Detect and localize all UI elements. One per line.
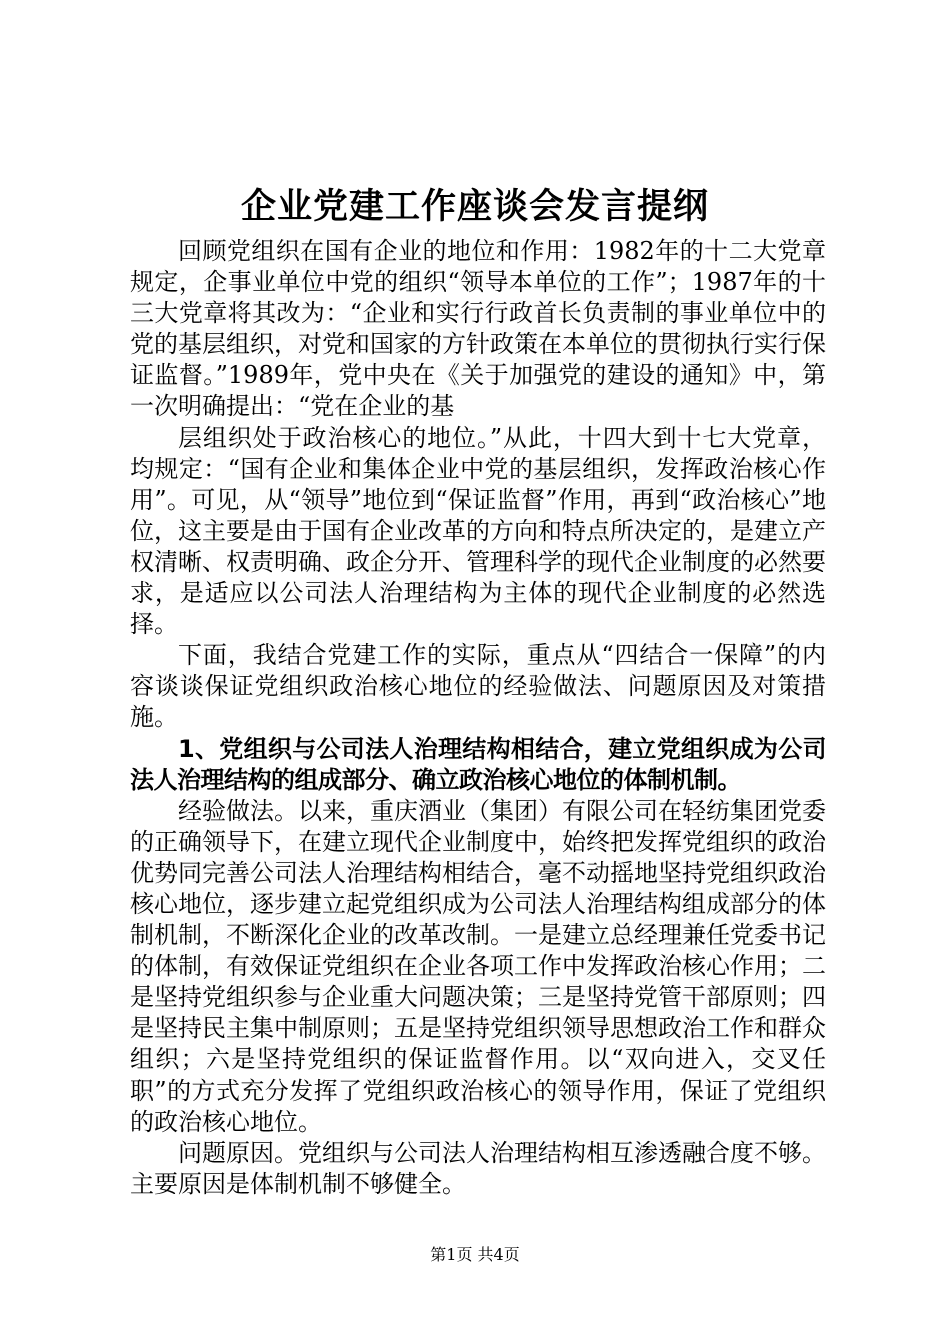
paragraph-experience: 经验做法。以来，重庆酒业（集团）有限公司在轻纺集团党委的正确领导下，在建立现代企业制度中，始终把发挥党组织的政治优势同完善公司法人治理结构相结合，毫不动摇地坚持党组织政治核心地位，逐步建立起党组织成为公司法人治理结构组成部分的体制机制，不断深化企业的改革改制。一是建立总经理兼任党委书记的体制，有效保证党组织在企业各项工作中发挥政治核心作用；二是坚持党组织参与企业重大问题决策；三是坚持党管干部原则；四是坚持民主集中制原则；五是坚持党组织领导思想政治工作和群众组织；六是坚持党组织的保证监督作用。以“双向进入，交叉任职”的方式充分发挥了党组织政治核心的领导作用，保证了党组织的政治核心地位。 bbox=[130, 796, 826, 1136]
paragraph-history: 回顾党组织在国有企业的地位和作用：1982年的十二大党章规定，企事业单位中党的组织“领导本单位的工作”；1987年的十三大党章将其改为：“企业和实行行政首长负责制的事业单位中的党的基层组织，对党和国家的方针政策在本单位的贯彻执行实行保证监督。”1989年，党中央在《关于加强党的建设的通知》中，第一次明确提出：“党在企业的基 bbox=[130, 237, 826, 421]
section-heading-1: 1、党组织与公司法人治理结构相结合，建立党组织成为公司法人治理结构的组成部分、确立政治核心地位的体制机制。 bbox=[130, 734, 826, 794]
paragraph-political-core: 层组织处于政治核心的地位。”从此，十四大到十七大党章，均规定：“国有企业和集体企业中党的基层组织，发挥政治核心作用”。可见，从“领导”地位到“保证监督”作用，再到“政治核心”地位，这主要是由于国有企业改革的方向和特点所决定的，是建立产权清晰、权责明确、政企分开、管理科学的现代企业制度的必然要求，是适应以公司法人治理结构为主体的现代企业制度的必然选择。 bbox=[130, 423, 826, 639]
paragraph-problems: 问题原因。党组织与公司法人治理结构相互渗透融合度不够。主要原因是体制机制不够健全。 bbox=[130, 1138, 826, 1198]
document-title: 企业党建工作座谈会发言提纲 bbox=[240, 186, 709, 227]
document-body bbox=[130, 236, 826, 1200]
page-footer: 第1页 共4页 bbox=[430, 1245, 520, 1264]
paragraph-introduction: 下面，我结合党建工作的实际，重点从“四结合一保障”的内容谈谈保证党组织政治核心地位的经验做法、问题原因及对策措施。 bbox=[130, 641, 826, 732]
